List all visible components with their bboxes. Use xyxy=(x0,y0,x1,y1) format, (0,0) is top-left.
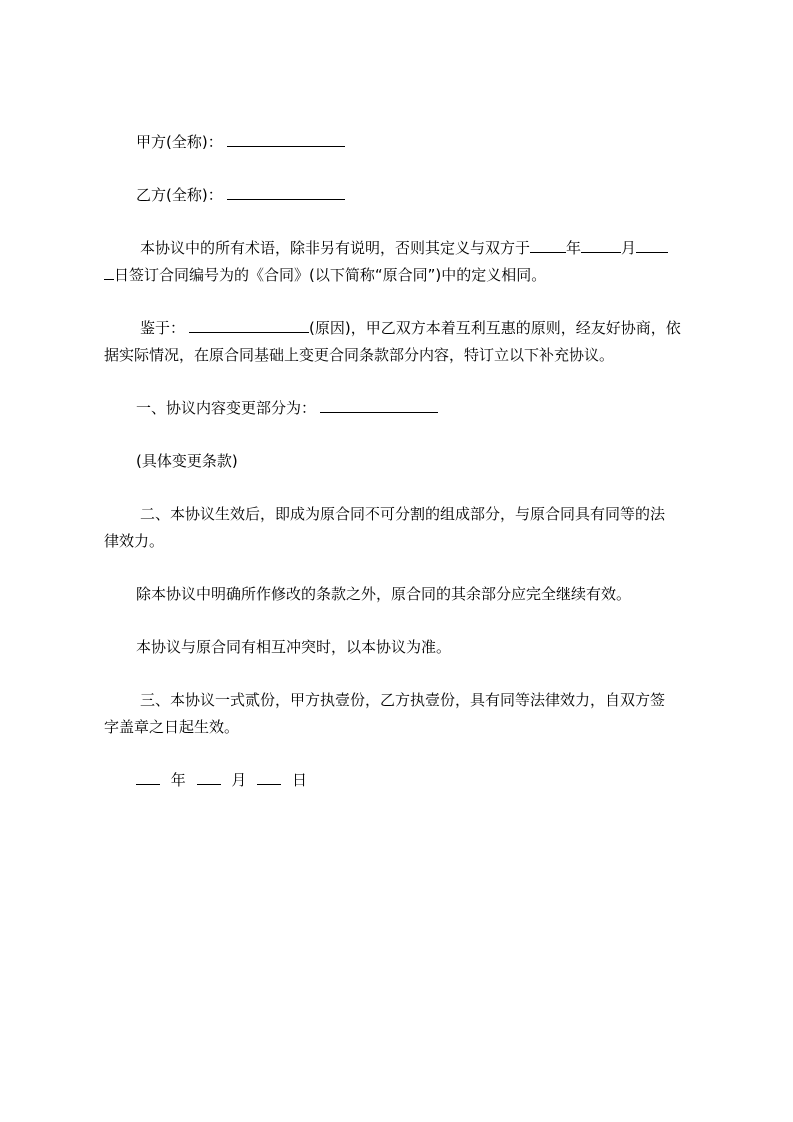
party-a-label: 甲方(全称)： xyxy=(136,133,223,151)
clause-2-text-2: 律效力。 xyxy=(104,532,165,550)
definitions-text-2: 日签订合同编号为的《合同》(以下简称“原合同”)中的定义相同。 xyxy=(114,266,547,284)
definitions-year-label: 年 xyxy=(566,239,582,257)
conflict-line xyxy=(136,636,738,658)
date-day-label: 日 xyxy=(291,771,307,789)
clause-3-text-2: 字盖章之日起生效。 xyxy=(104,718,240,736)
whereas-text-2: 据实际情况，在原合同基础上变更合同条款部分内容，特订立以下补充协议。 xyxy=(104,346,615,364)
definitions-month-blank[interactable] xyxy=(581,238,621,253)
clause-3-line-2 xyxy=(104,716,706,738)
definitions-day-blank-a[interactable] xyxy=(636,238,668,253)
specific-terms-text: (具体变更条款) xyxy=(136,452,238,470)
specific-terms-line xyxy=(136,450,738,472)
definitions-line-2 xyxy=(104,264,706,286)
date-month-label: 月 xyxy=(231,771,247,789)
date-line xyxy=(136,769,738,791)
clause-3-line-1 xyxy=(140,689,742,711)
whereas-text-1: ，甲乙双方本着互利互惠的原则，经友好协商，依 xyxy=(350,319,681,337)
party-b-label: 乙方(全称)： xyxy=(136,186,223,204)
whereas-label: 鉴于： xyxy=(140,319,186,337)
clause-3-text-1: 三、本协议一式贰份，甲方执壹份，乙方执壹份，具有同等法律效力，自双方签 xyxy=(140,691,666,709)
clause-1-label: 一、协议内容变更部分为： xyxy=(136,399,317,417)
whereas-reason-blank[interactable] xyxy=(189,318,309,333)
whereas-line-1 xyxy=(140,317,742,339)
clause-2-text-1: 二、本协议生效后，即成为原合同不可分割的组成部分，与原合同具有同等的法 xyxy=(140,505,666,523)
conflict-text: 本协议与原合同有相互冲突时，以本协议为准。 xyxy=(136,638,452,656)
clause-1-blank[interactable] xyxy=(320,398,438,413)
whereas-reason-label: (原因) xyxy=(309,319,351,337)
date-year-blank[interactable] xyxy=(136,770,160,785)
date-day-blank[interactable] xyxy=(257,770,281,785)
party-b-line xyxy=(136,184,738,206)
remaining-valid-text: 除本协议中明确所作修改的条款之外，原合同的其余部分应完全继续有效。 xyxy=(136,585,632,603)
definitions-month-label: 月 xyxy=(621,239,637,257)
party-a-line xyxy=(136,131,738,153)
definitions-year-blank[interactable] xyxy=(530,238,566,253)
date-month-blank[interactable] xyxy=(197,770,221,785)
definitions-day-blank-b[interactable] xyxy=(104,265,114,280)
whereas-line-2 xyxy=(104,344,706,366)
clause-2-line-1 xyxy=(140,503,742,525)
date-year-label: 年 xyxy=(170,771,186,789)
party-b-blank[interactable] xyxy=(227,185,345,200)
clause-1-line xyxy=(136,397,738,419)
clause-2-line-2 xyxy=(104,530,706,552)
definitions-text-1: 本协议中的所有术语，除非另有说明，否则其定义与双方于 xyxy=(140,239,531,257)
definitions-line-1 xyxy=(140,237,742,259)
party-a-blank[interactable] xyxy=(227,132,345,147)
remaining-valid-line xyxy=(136,583,738,605)
